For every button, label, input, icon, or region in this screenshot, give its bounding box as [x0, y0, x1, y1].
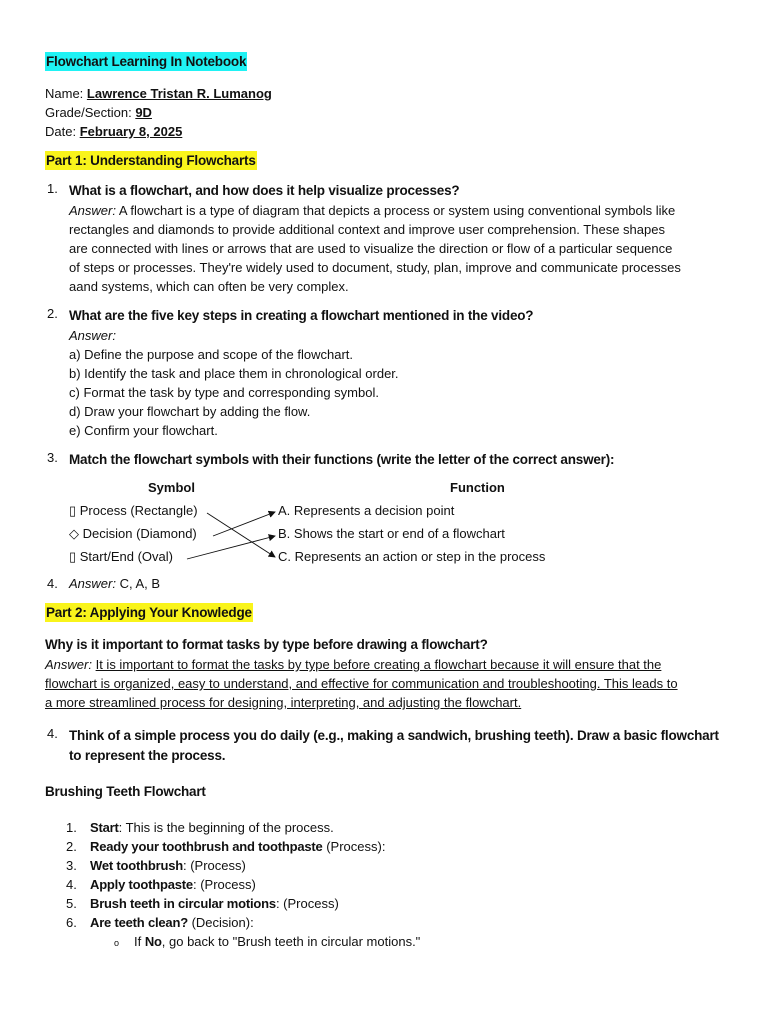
why-answer-line: a more streamlined process for designing, interpreting, and adjusting the flowchart. [45, 695, 522, 710]
step-name: Are teeth clean? [90, 915, 188, 930]
flowchart-step [66, 837, 735, 856]
step-detail: : (Process) [275, 896, 339, 911]
question-4-draw [45, 726, 735, 766]
name-line [45, 84, 735, 103]
step-detail: (Process): [322, 839, 386, 854]
question-4-text: to represent the process. [69, 748, 226, 763]
answer-line: A flowchart is a type of diagram that depicts a process or system using conventional symbols like [115, 203, 676, 218]
question-1 [45, 181, 735, 296]
step-name: Ready your toothbrush and toothpaste [90, 839, 323, 854]
why-question: Why is it important to format tasks by type before drawing a flowchart? [45, 637, 488, 652]
step-item: d) Draw your flowchart by adding the flow. [69, 404, 311, 419]
arrow-start-end-to-b [187, 536, 275, 559]
question-1-text: What is a flowchart, and how does it help visualize processes? [69, 183, 460, 198]
part1-heading: Part 1: Understanding Flowcharts [46, 153, 256, 168]
question-3-text: Match the flowchart symbols with their functions (write the letter of the correct answer): [69, 452, 615, 467]
step-item: b) Identify the task and place them in chronological order. [69, 366, 399, 381]
step-name: Start [90, 820, 119, 835]
question-number: 4. [47, 726, 58, 741]
grade-value: 9D [135, 105, 152, 120]
flowchart-step [66, 875, 735, 894]
answer-label: Answer: [45, 657, 92, 672]
flowchart-step [66, 818, 735, 837]
matching-arrows [69, 480, 309, 570]
grade-line [45, 103, 735, 122]
step-detail: : (Process) [192, 877, 256, 892]
answer-label: Answer: [69, 328, 116, 343]
step-item: a) Define the purpose and scope of the flowchart. [69, 347, 354, 362]
flowchart-step [66, 856, 735, 875]
answer-line: of steps or processes. They're widely used to document, study, plan, improve and communicate processes [69, 260, 681, 275]
question-4-text: Think of a simple process you do daily (e.g., making a sandwich, brushing teeth). Draw a basic flowchart [69, 728, 719, 743]
document-page [45, 52, 735, 951]
answer-label: Answer: [69, 576, 116, 591]
question-number: 3. [47, 450, 58, 465]
question-2 [45, 306, 735, 440]
flowchart-substep [45, 932, 735, 951]
step-number: 2. [66, 839, 77, 854]
why-answer-line: flowchart is organized, easy to understand, and effective for communication and troubleshooting. This leads to [45, 676, 678, 691]
part2-heading: Part 2: Applying Your Knowledge [46, 605, 252, 620]
question-number: 2. [47, 306, 58, 321]
arrow-process-to-c [207, 513, 275, 557]
question-2-text: What are the five key steps in creating a flowchart mentioned in the video? [69, 308, 534, 323]
date-value: February 8, 2025 [79, 124, 183, 139]
step-name: Wet toothbrush [90, 858, 183, 873]
substep-pre: If [134, 934, 145, 949]
symbol-matching-table [69, 480, 735, 564]
symbol-process: ▯ Process (Rectangle) [69, 503, 198, 518]
step-number: 5. [66, 896, 77, 911]
substep-bold: No [144, 934, 162, 949]
question-number: 1. [47, 181, 58, 196]
step-name: Apply toothpaste [90, 877, 193, 892]
symbol-header: Symbol [148, 480, 195, 495]
step-number: 4. [66, 877, 77, 892]
date-label: Date: [45, 124, 80, 139]
answer-line: rectangles and diamonds to provide additional context and improve user comprehension. These shapes [69, 222, 665, 237]
step-number: 3. [66, 858, 77, 873]
question-4-answer [45, 574, 735, 593]
answer-line: are connected with lines or arrows that are used to visualize the direction or flow of a particular sequence [69, 241, 673, 256]
question-3 [45, 450, 735, 470]
function-b: B. Shows the start or end of a flowchart [278, 526, 505, 541]
question-number: 4. [47, 576, 58, 591]
why-answer-text: It is important to format the tasks by type before creating a flowchart because it will ensure that the [95, 657, 662, 672]
step-name: Brush teeth in circular motions [90, 896, 276, 911]
step-number: 6. [66, 915, 77, 930]
name-label: Name: [45, 86, 87, 101]
flowchart-steps [45, 818, 735, 932]
function-header: Function [450, 480, 505, 495]
flowchart-step [66, 913, 735, 932]
bullet-icon: o [114, 938, 120, 948]
answer-value: C, A, B [115, 576, 161, 591]
flowchart-step [66, 894, 735, 913]
step-detail: : (Process) [183, 858, 246, 873]
answer-label: Answer: [69, 203, 116, 218]
date-line [45, 122, 735, 141]
grade-label: Grade/Section: [45, 105, 136, 120]
symbol-decision: ◇ Decision (Diamond) [69, 526, 197, 541]
why-answer-line [45, 655, 735, 674]
flowchart-title: Brushing Teeth Flowchart [45, 784, 206, 799]
symbol-start-end: ▯ Start/End (Oval) [69, 549, 173, 564]
step-detail: : This is the beginning of the process. [118, 820, 334, 835]
substep-rest: , go back to "Brush teeth in circular motions." [161, 934, 421, 949]
step-item: e) Confirm your flowchart. [69, 423, 218, 438]
name-value: Lawrence Tristan R. Lumanog [86, 86, 272, 101]
function-c: C. Represents an action or step in the process [278, 549, 546, 564]
step-detail: (Decision): [187, 915, 254, 930]
step-number: 1. [66, 820, 77, 835]
document-title: Flowchart Learning In Notebook [46, 54, 247, 69]
step-item: c) Format the task by type and corresponding symbol. [69, 385, 379, 400]
answer-line: aand systems, which can often be very complex. [69, 279, 349, 294]
arrow-decision-to-a [213, 512, 275, 536]
function-a: A. Represents a decision point [278, 503, 455, 518]
